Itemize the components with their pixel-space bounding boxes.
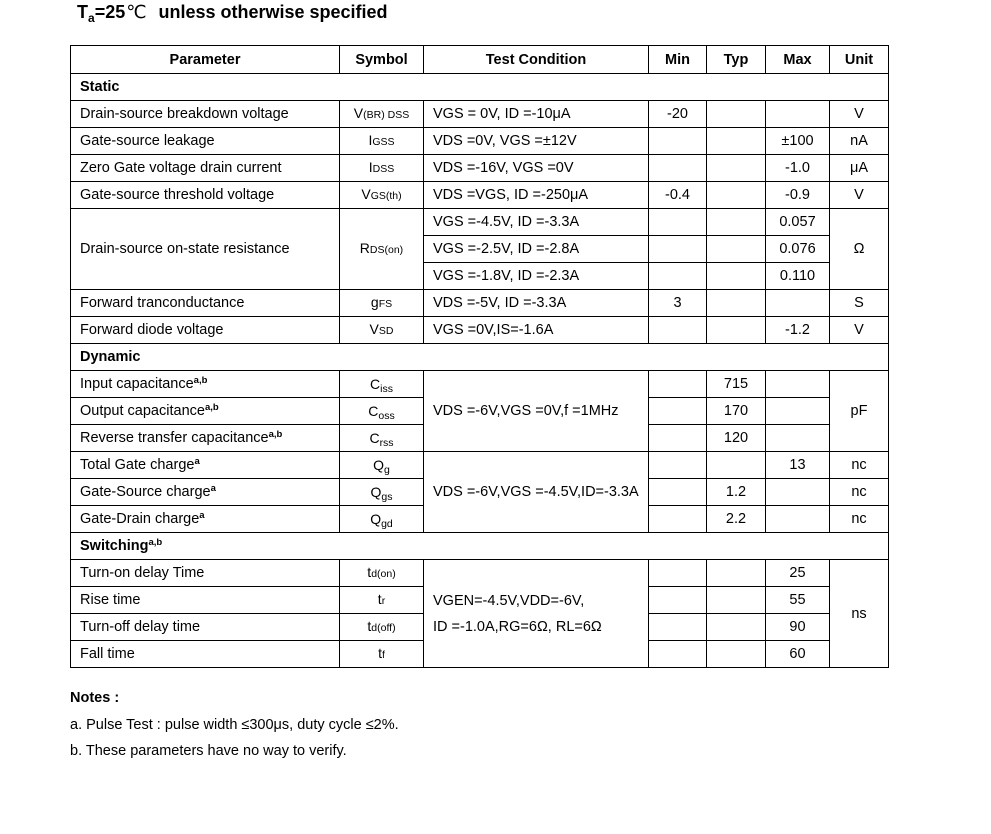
- symbol-sub: DS(on): [369, 244, 404, 256]
- min-cell: [649, 506, 707, 533]
- min-cell: [649, 452, 707, 479]
- symbol-main: Q: [370, 484, 382, 500]
- symbol-main: C: [368, 403, 379, 419]
- symbol-main: t: [367, 564, 372, 580]
- min-cell: [649, 425, 707, 452]
- condition-cell: VGS =-1.8V, ID =-2.3A: [424, 263, 649, 290]
- max-cell: [766, 371, 830, 398]
- min-cell: [649, 614, 707, 641]
- header-parameter: Parameter: [71, 46, 340, 74]
- param-cell: Rise time: [71, 587, 340, 614]
- typ-cell: [707, 641, 766, 668]
- symbol-cell: [340, 317, 424, 344]
- symbol-sub: oss: [378, 410, 395, 422]
- symbol-main: V: [369, 321, 379, 337]
- max-cell: 55: [766, 587, 830, 614]
- condition-cell: VGS =0V,IS=-1.6A: [424, 317, 649, 344]
- min-cell: [649, 155, 707, 182]
- symbol-cell: [340, 614, 424, 641]
- param-cell: Forward tranconductance: [71, 290, 340, 317]
- typ-cell: [707, 128, 766, 155]
- param-cell: Forward diode voltage: [71, 317, 340, 344]
- max-cell: [766, 290, 830, 317]
- unit-cell: pF: [830, 371, 889, 452]
- min-cell: [649, 398, 707, 425]
- symbol-cell: [340, 506, 424, 533]
- param-cell: Drain-source on-state resistance: [71, 209, 340, 290]
- typ-cell: 170: [707, 398, 766, 425]
- max-cell: -1.2: [766, 317, 830, 344]
- max-cell: 60: [766, 641, 830, 668]
- min-cell: 3: [649, 290, 707, 317]
- max-cell: -0.9: [766, 182, 830, 209]
- symbol-main: t: [367, 618, 372, 634]
- typ-cell: 120: [707, 425, 766, 452]
- symbol-cell: [340, 587, 424, 614]
- unit-cell: V: [830, 317, 889, 344]
- symbol-sub: d(on): [371, 568, 396, 580]
- min-cell: [649, 317, 707, 344]
- symbol-main: R: [359, 240, 370, 256]
- table-row: [71, 560, 889, 587]
- min-cell: [649, 128, 707, 155]
- symbol-cell: [340, 452, 424, 479]
- condition-cell: VDS =0V, VGS =±12V: [424, 128, 649, 155]
- footnote-mark: a,b: [204, 402, 219, 413]
- unit-cell: Ω: [830, 209, 889, 290]
- unit-cell: nA: [830, 128, 889, 155]
- param-cell: [71, 398, 340, 425]
- heading-t: T: [77, 2, 88, 22]
- symbol-sub: SD: [378, 325, 394, 337]
- footnote-mark: a,b: [193, 375, 208, 386]
- table-row: [71, 128, 889, 155]
- typ-cell: [707, 317, 766, 344]
- condition-line-2: ID =-1.0A,RG=6Ω, RL=6Ω: [433, 618, 602, 635]
- max-cell: 0.110: [766, 263, 830, 290]
- typ-cell: [707, 209, 766, 236]
- condition-cell: VDS =-6V,VGS =0V,f =1MHz: [424, 371, 649, 452]
- typ-cell: 2.2: [707, 506, 766, 533]
- param-cell: [71, 371, 340, 398]
- specification-table: [70, 45, 889, 668]
- symbol-main: C: [369, 430, 380, 446]
- min-cell: [649, 560, 707, 587]
- param-cell: [71, 425, 340, 452]
- footnote-mark: a,b: [148, 537, 163, 548]
- typ-cell: [707, 452, 766, 479]
- symbol-sub: GS(th): [370, 190, 402, 202]
- max-cell: [766, 101, 830, 128]
- symbol-main: I: [368, 159, 373, 175]
- min-cell: -0.4: [649, 182, 707, 209]
- symbol-main: V: [353, 105, 364, 121]
- heading-temp: =25: [94, 2, 126, 22]
- param-cell: Turn-off delay time: [71, 614, 340, 641]
- unit-cell: μA: [830, 155, 889, 182]
- max-cell: [766, 479, 830, 506]
- header-min: Min: [649, 46, 707, 74]
- typ-cell: [707, 236, 766, 263]
- symbol-cell: [340, 155, 424, 182]
- section-switching-label: Switching: [80, 538, 149, 554]
- symbol-cell: [340, 101, 424, 128]
- max-cell: 90: [766, 614, 830, 641]
- param-cell: [71, 506, 340, 533]
- header-condition: Test Condition: [424, 46, 649, 74]
- symbol-main: t: [378, 645, 382, 661]
- symbol-main: Q: [370, 511, 382, 527]
- unit-cell: nc: [830, 452, 889, 479]
- symbol-sub: DSS: [372, 163, 395, 175]
- table-row: [71, 290, 889, 317]
- param-text: Total Gate charge: [80, 457, 195, 473]
- symbol-sub: g: [384, 464, 390, 476]
- param-cell: Drain-source breakdown voltage: [71, 101, 340, 128]
- section-dynamic: Dynamic: [71, 344, 889, 371]
- typ-cell: [707, 560, 766, 587]
- table-row: [71, 317, 889, 344]
- condition-line-1: VGEN=-4.5V,VDD=-6V,: [433, 592, 585, 609]
- footnote-mark: a: [194, 456, 200, 467]
- symbol-main: C: [370, 376, 381, 392]
- symbol-main: I: [368, 132, 373, 148]
- symbol-sub: GSS: [372, 136, 395, 148]
- symbol-sub: d(off): [371, 622, 396, 634]
- param-text: Input capacitance: [80, 376, 194, 392]
- min-cell: [649, 371, 707, 398]
- table-row: [71, 182, 889, 209]
- min-cell: [649, 587, 707, 614]
- header-symbol: Symbol: [340, 46, 424, 74]
- typ-cell: [707, 155, 766, 182]
- max-cell: 13: [766, 452, 830, 479]
- table-row: [71, 209, 889, 236]
- param-cell: Gate-source threshold voltage: [71, 182, 340, 209]
- condition-cell: VDS =-16V, VGS =0V: [424, 155, 649, 182]
- table-row: [71, 101, 889, 128]
- notes-title: Notes :: [70, 690, 120, 706]
- unit-cell: V: [830, 101, 889, 128]
- symbol-cell: [340, 209, 424, 290]
- max-cell: 0.076: [766, 236, 830, 263]
- table-heading: [77, 2, 388, 25]
- header-max: Max: [766, 46, 830, 74]
- max-cell: 25: [766, 560, 830, 587]
- symbol-sub: gs: [381, 491, 393, 503]
- typ-cell: 715: [707, 371, 766, 398]
- min-cell: [649, 479, 707, 506]
- symbol-main: V: [361, 186, 371, 202]
- typ-cell: 1.2: [707, 479, 766, 506]
- unit-cell: S: [830, 290, 889, 317]
- footnote-mark: a,b: [268, 429, 283, 440]
- symbol-sub: r: [381, 595, 386, 607]
- unit-cell: nc: [830, 479, 889, 506]
- symbol-cell: [340, 290, 424, 317]
- min-cell: [649, 209, 707, 236]
- typ-cell: [707, 614, 766, 641]
- min-cell: [649, 263, 707, 290]
- heading-sub: a: [88, 11, 95, 25]
- table-row: [71, 452, 889, 479]
- symbol-sub: iss: [380, 383, 393, 395]
- typ-cell: [707, 290, 766, 317]
- max-cell: ±100: [766, 128, 830, 155]
- max-cell: [766, 506, 830, 533]
- min-cell: -20: [649, 101, 707, 128]
- symbol-sub: (BR) DSS: [363, 109, 410, 121]
- param-text: Output capacitance: [80, 403, 205, 419]
- param-text: Gate-Source charge: [80, 484, 211, 500]
- param-cell: [71, 452, 340, 479]
- note-a: a. Pulse Test : pulse width ≤300μs, duty cycle ≤2%.: [70, 716, 399, 733]
- symbol-main: Q: [373, 457, 385, 473]
- param-cell: Zero Gate voltage drain current: [71, 155, 340, 182]
- condition-cell: VDS =-6V,VGS =-4.5V,ID=-3.3A: [424, 452, 649, 533]
- symbol-cell: [340, 425, 424, 452]
- unit-cell: ns: [830, 560, 889, 668]
- condition-cell: [424, 560, 649, 668]
- max-cell: [766, 398, 830, 425]
- footnote-mark: a: [199, 510, 205, 521]
- typ-cell: [707, 587, 766, 614]
- max-cell: 0.057: [766, 209, 830, 236]
- param-cell: Gate-source leakage: [71, 128, 340, 155]
- typ-cell: [707, 182, 766, 209]
- footnote-mark: a: [210, 483, 216, 494]
- section-static: Static: [71, 74, 889, 101]
- param-text: Reverse transfer capacitance: [80, 430, 269, 446]
- max-cell: -1.0: [766, 155, 830, 182]
- symbol-cell: [340, 371, 424, 398]
- min-cell: [649, 641, 707, 668]
- symbol-cell: [340, 479, 424, 506]
- table-row: [71, 371, 889, 398]
- condition-cell: VGS = 0V, ID =-10μA: [424, 101, 649, 128]
- symbol-main: t: [377, 591, 382, 607]
- symbol-cell: [340, 128, 424, 155]
- symbol-sub: f: [381, 649, 385, 661]
- header-typ: Typ: [707, 46, 766, 74]
- condition-cell: VGS =-4.5V, ID =-3.3A: [424, 209, 649, 236]
- param-text: Gate-Drain charge: [80, 511, 200, 527]
- unit-cell: V: [830, 182, 889, 209]
- symbol-sub: rss: [379, 437, 394, 449]
- symbol-cell: [340, 182, 424, 209]
- condition-cell: VDS =VGS, ID =-250μA: [424, 182, 649, 209]
- symbol-main: g: [370, 294, 379, 310]
- symbol-cell: [340, 560, 424, 587]
- note-b: b. These parameters have no way to verify.: [70, 743, 347, 759]
- header-row: [71, 46, 889, 74]
- param-cell: Turn-on delay Time: [71, 560, 340, 587]
- typ-cell: [707, 263, 766, 290]
- param-cell: [71, 479, 340, 506]
- symbol-sub: FS: [378, 298, 393, 310]
- section-static-row: [71, 74, 889, 101]
- typ-cell: [707, 101, 766, 128]
- max-cell: [766, 425, 830, 452]
- section-dynamic-row: [71, 344, 889, 371]
- min-cell: [649, 236, 707, 263]
- param-cell: Fall time: [71, 641, 340, 668]
- symbol-cell: [340, 641, 424, 668]
- table-row: [71, 155, 889, 182]
- section-switching: [71, 533, 889, 560]
- condition-cell: VDS =-5V, ID =-3.3A: [424, 290, 649, 317]
- heading-unit: ℃: [126, 2, 147, 22]
- symbol-cell: [340, 398, 424, 425]
- unit-cell: nc: [830, 506, 889, 533]
- heading-text: unless otherwise specified: [158, 2, 388, 22]
- symbol-sub: gd: [381, 518, 393, 530]
- section-switching-row: [71, 533, 889, 560]
- notes: [70, 688, 399, 768]
- header-unit: Unit: [830, 46, 889, 74]
- condition-cell: VGS =-2.5V, ID =-2.8A: [424, 236, 649, 263]
